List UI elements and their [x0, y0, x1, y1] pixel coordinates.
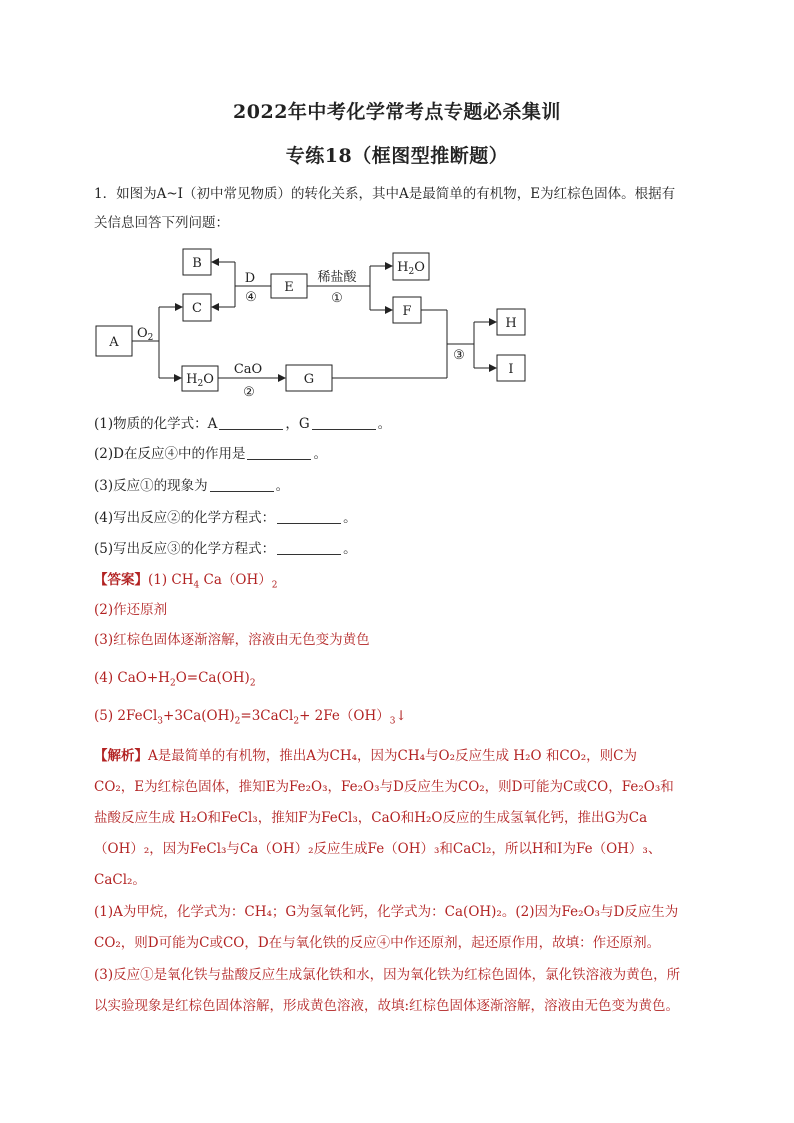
box-f	[393, 297, 421, 323]
question-stem-line-1: 1．如图为A~I（初中常见物质）的转化关系，其中A是最简单的有机物，E为红棕色固体。根据有	[94, 186, 676, 202]
answer-label: 【答案】	[94, 572, 148, 588]
cao-label: CaO	[233, 362, 263, 377]
analysis-line-2: CO₂，E为红棕色固体，推知E为Fe₂O₃，Fe₂O₃与D反应生为CO₂，则D可能为C或CO，Fe₂O₃和	[94, 779, 674, 795]
box-f-label: F	[402, 304, 412, 319]
box-c	[183, 294, 211, 321]
answer-4: (4) $CaO+H_2O=Ca(OH)_2$	[94, 670, 256, 689]
subquestion-3: (3)反应①的现象为 。	[94, 478, 290, 494]
box-e	[271, 274, 307, 298]
box-g-label: G	[303, 372, 315, 387]
subquestion-2: (2)D在反应④中的作用是 。	[94, 446, 327, 462]
box-g	[286, 365, 332, 391]
answer-3: (3)红棕色固体逐渐溶解，溶液由无色变为黄色	[94, 632, 370, 648]
box-h2o-bottom	[182, 366, 218, 391]
analysis-line-1: 【解析】A是最简单的有机物，推出A为CH₄，因为CH₄与O₂反应生成 H₂O 和CO₂，则C为	[94, 748, 637, 764]
question-stem-line-2: 关信息回答下列问题：	[94, 215, 229, 231]
analysis-label: 【解析】	[94, 748, 148, 764]
box-a-label: A	[109, 335, 119, 350]
subquestion-5: (5)写出反应③的化学方程式： 。	[94, 541, 357, 557]
answer-1: 【答案】(1) $CH_4$ $Ca(OH)_2$	[94, 572, 278, 591]
o2-label: $O_2$	[137, 326, 154, 343]
box-c-label: C	[192, 301, 202, 316]
box-h2o-top-label: $H_2O$	[397, 260, 425, 277]
box-b-label: B	[192, 256, 202, 271]
step4-label: ④	[245, 290, 257, 305]
answer-blank[interactable]	[277, 510, 341, 524]
answer-blank[interactable]	[210, 478, 274, 492]
page-title: 2022年中考化学常考点专题必杀集训	[233, 101, 561, 123]
box-h2o-bottom-label: $H_2O$	[186, 372, 214, 389]
analysis-line-7: CO₂，则D可能为C或CO，D在与氧化铁的反应④中作还原剂，起还原作用，故填：作还原剂。	[94, 935, 661, 951]
analysis-line-4: （OH）₂，因为FeCl₃与Ca（OH）₂反应生成Fe（OH）₃和CaCl₂，所以H和I为Fe（OH）₃、	[94, 841, 662, 857]
subquestion-1: (1)物质的化学式：A ，G 。	[94, 416, 392, 432]
analysis-line-6: (1)A为甲烷，化学式为：CH₄；G为氢氧化钙，化学式为：Ca(OH)₂。(2)因为Fe₂O₃与D反应生为	[94, 904, 679, 920]
answer-blank[interactable]	[247, 446, 311, 460]
box-i	[497, 355, 525, 381]
analysis-line-5: CaCl₂。	[94, 872, 146, 888]
answer-2: (2)作还原剂	[94, 602, 168, 618]
box-h	[497, 309, 525, 335]
answer-blank[interactable]	[219, 416, 283, 430]
box-a	[96, 326, 132, 356]
box-i-label: I	[508, 362, 514, 377]
analysis-line-9: 以实验现象是红棕色固体溶解，形成黄色溶液，故填:红棕色固体逐渐溶解，溶液由无色变为黄色。	[94, 998, 680, 1014]
hcl-label: 稀盐酸	[317, 270, 357, 285]
step3-label: ③	[453, 348, 465, 363]
answer-blank[interactable]	[277, 541, 341, 555]
page-subtitle: 专练18（框图型推断题）	[285, 145, 509, 167]
box-h2o-top	[393, 253, 429, 280]
box-h-label: H	[505, 316, 517, 331]
step1-label: ①	[331, 291, 343, 306]
analysis-line-8: (3)反应①是氧化铁与盐酸反应生成氯化铁和水，因为氧化铁为红棕色固体，氯化铁溶液为黄色，所	[94, 967, 681, 983]
d-label: D	[244, 271, 256, 286]
box-e-label: E	[284, 280, 294, 295]
box-b	[183, 249, 211, 275]
answer-5: (5) $2FeCl_3+3Ca(OH)_2=3CaCl_2+$ $2Fe(OH)_3↓$	[94, 708, 407, 727]
subquestion-4: (4)写出反应②的化学方程式： 。	[94, 510, 357, 526]
analysis-line-3: 盐酸反应生成 H₂O和FeCl₃，推知F为FeCl₃，CaO和H₂O反应的生成氢氧化钙，推出G为Ca	[94, 810, 648, 826]
answer-blank[interactable]	[312, 416, 376, 430]
step2-label: ②	[243, 385, 255, 400]
